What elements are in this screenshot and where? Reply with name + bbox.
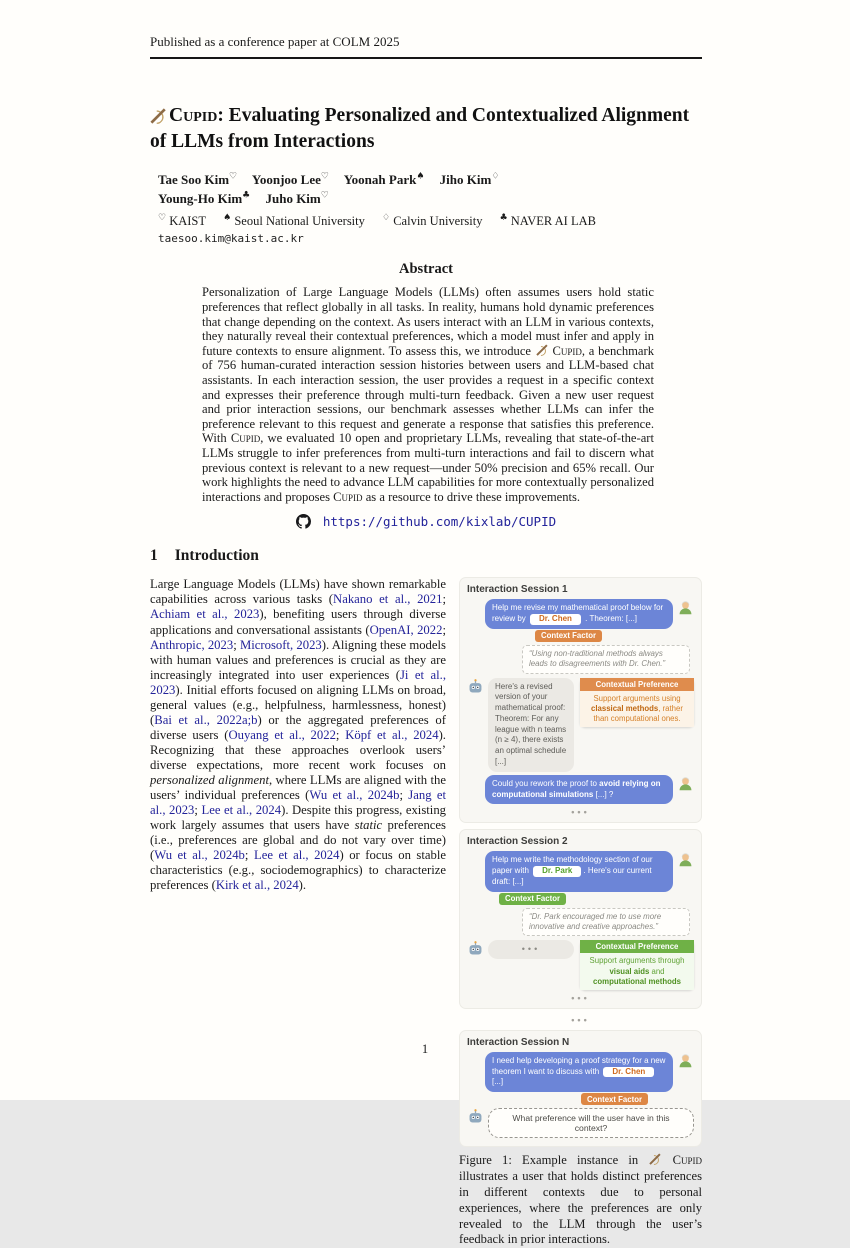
author-name: Juho Kim♡ — [265, 190, 329, 206]
author-block — [158, 170, 702, 245]
text-segment: ). — [298, 878, 307, 893]
citation-link[interactable]: Lee et al., 2024 — [201, 803, 282, 818]
affiliations-line — [158, 212, 702, 231]
cupid-wordmark: Cupid — [333, 489, 363, 504]
title-rest: : Evaluating Personalized and Contextualized Alignment of LLMs from Interactions — [150, 105, 690, 152]
interaction-session-1-card — [459, 577, 702, 823]
ellipsis: ••• — [571, 807, 590, 818]
github-link[interactable] — [150, 514, 702, 529]
user-avatar-icon — [677, 775, 694, 792]
text-segment: , where LLMs are aligned with the users’ individual preferences ( — [150, 772, 446, 803]
text-segment: ) or focus on stable characteristics (e.g., sociodemographics) to characterize preferences ( — [150, 848, 447, 893]
author-name: Jiho Kim♢ — [439, 171, 500, 187]
citation-link[interactable]: Wu et al., 2024b — [154, 848, 245, 863]
session-n-title: Interaction Session N — [467, 1036, 570, 1048]
figure-caption — [459, 1153, 702, 1248]
affiliation-mark: ♡ — [229, 171, 238, 182]
section-heading-introduction: 1 Introduction — [150, 547, 259, 565]
author-name: Tae Soo Kim♡ — [158, 171, 238, 187]
context-chip: Dr. Park — [533, 866, 581, 877]
affiliation-mark: ♢ — [491, 171, 500, 182]
author-name: Young-Ho Kim♣ — [158, 190, 251, 206]
text-segment: personalized alignment — [150, 772, 269, 787]
figure-1 — [459, 577, 702, 1248]
intro-paragraph — [150, 577, 446, 1248]
context-factor-badge: Context Factor — [499, 893, 566, 905]
contextual-preference-title: Contextual Preference — [580, 940, 694, 953]
citation-link[interactable]: Microsoft, 2023 — [239, 637, 322, 652]
page-number: 1 — [421, 1042, 429, 1056]
text-segment: ) or the aggregated preferences of diverse users ( — [150, 712, 446, 742]
cupid-wordmark: Cupid — [552, 343, 582, 358]
citation-link[interactable]: Ji et al., 2023 — [150, 667, 446, 697]
text-segment: ). Recognizing that these approaches overlook users’ diverse expectations, more recent work focuses on — [150, 727, 446, 772]
abstract-text — [202, 285, 654, 504]
citation-link[interactable]: Wu et al., 2024b — [309, 788, 400, 803]
text-segment: ; — [399, 788, 409, 803]
text-segment: ; — [442, 622, 446, 637]
cupid-wordmark: Cupid — [672, 1153, 702, 1168]
affiliation-mark: ♣ — [242, 190, 251, 201]
bow-and-arrow-icon — [649, 1154, 660, 1165]
text-segment: Personalization of Large Language Models (LLMs) often assumes users hold static preferences that reflect globally in all tasks. In reality, humans hold dynamic preferences that change depending on the context. As users interact with an LLM in various contexts, they naturally reveal their contextual preferences, which a model must infer and apply in future contexts to ensure alignment. To assess this, we introduce — [202, 285, 654, 358]
bow-and-arrow-icon — [536, 345, 547, 356]
user-thought-bubble: “Dr. Park encouraged me to use more innovative and creative approaches.” — [522, 908, 690, 937]
more-sessions-ellipsis: ••• — [571, 1014, 590, 1025]
text-segment: static — [354, 818, 383, 833]
citation-link[interactable]: Nakano et al., 2021 — [333, 592, 443, 607]
affiliation-mark: ♡ — [320, 190, 329, 201]
contact-email: taesoo.kim@kaist.ac.kr — [158, 232, 304, 246]
text-segment: ). Aligning these models with human values and preferences is crucial as they are increasingly integrated into user experiences ( — [150, 637, 446, 682]
robot-avatar-icon — [467, 940, 484, 957]
citation-link[interactable]: Achiam et al., 2023 — [150, 607, 260, 622]
citation-link[interactable]: Köpf et al., 2024 — [345, 727, 439, 742]
user-message: I need help developing a proof strategy for a new theorem I want to discuss with Dr. Chen [...] — [485, 1052, 673, 1092]
context-factor-badge: Context Factor — [581, 1093, 648, 1105]
author-name: Yoonjoo Lee♡ — [251, 171, 329, 187]
citation-link[interactable]: Jang et al., 2023 — [150, 788, 446, 818]
bow-and-arrow-icon — [150, 109, 165, 124]
affiliation: ♡ KAIST — [158, 212, 207, 228]
citation-link[interactable]: Ouyang et al., 2022 — [228, 727, 336, 742]
contextual-preference-text: Support arguments using classical methods, rather than computational ones. — [580, 691, 694, 727]
text-segment: Large Language Models (LLMs) have shown remarkable capabilities across various tasks ( — [150, 577, 446, 607]
text-segment: ; — [233, 637, 240, 652]
publication-header: Published as a conference paper at COLM 2025 — [150, 34, 702, 59]
abstract-heading: Abstract — [399, 261, 453, 278]
user-thought-bubble: “Using non-traditional methods always leads to disagreements with Dr. Chen.” — [522, 645, 690, 674]
repo-url[interactable]: https://github.com/kixlab/CUPID — [322, 514, 557, 530]
citation-link[interactable]: Bai et al., 2022a;b — [154, 712, 258, 727]
text-segment: , we evaluated 10 open and proprietary LLMs, revealing that state-of-the-art LLMs struggle to infer preferences from multi-turn interactions and fail to discern what previous context is relevant to a new request—under 50% precision and 65% recall. Our work highlights the need to advance LLM capabilities for more contextually personalized interactions and proposes — [202, 431, 654, 504]
context-chip: Dr. Chen — [603, 1067, 654, 1078]
text-segment — [662, 1153, 672, 1167]
robot-avatar-icon — [467, 1108, 484, 1125]
text-segment: ; — [335, 727, 346, 742]
ellipsis: ••• — [571, 992, 590, 1003]
text-segment: preferences (i.e., preferences are global and do not vary over time) ( — [150, 818, 446, 863]
title-cupid: Cupid — [169, 105, 218, 126]
preference-question-bubble: What preference will the user have in this context? — [488, 1108, 694, 1138]
user-message: Help me write the methodology section of our paper with Dr. Park . Here's our current draft: [...] — [485, 851, 673, 891]
user-avatar-icon — [677, 599, 694, 616]
interaction-session-2-card — [459, 829, 702, 1008]
affiliation-mark: ♠ — [416, 171, 425, 182]
author-line-1 — [158, 170, 702, 189]
affiliation: ♢ Calvin University — [382, 212, 483, 228]
citation-link[interactable]: Anthropic, 2023 — [150, 637, 234, 652]
text-segment: , a benchmark of 756 human-curated interaction session histories between users and LLM-based chat assistants. In each interaction session, the user provides a request in a specific context and expresses their preference through multi-turn feedback. Given a new user request and prior interaction sessions, our benchmark assesses whether LLMs can infer the preference relevant to this request and generate a response that satisfies this preference. With — [202, 343, 655, 446]
robot-avatar-icon — [467, 678, 484, 695]
assistant-typing-indicator: ••• — [488, 940, 574, 959]
text-segment: Figure 1: Example instance in — [459, 1153, 649, 1168]
session-1-title: Interaction Session 1 — [467, 584, 568, 596]
assistant-message: Here's a revised version of your mathematical proof: Theorem: For any league with n teams (n ≥ 4), there exists an optimal schedule [...] — [488, 678, 574, 772]
citation-link[interactable]: OpenAI, 2022 — [369, 622, 443, 637]
user-avatar-icon — [677, 851, 694, 868]
author-name: Yoonah Park♠ — [343, 171, 425, 187]
affiliation-mark: ♡ — [320, 171, 329, 182]
text-segment: ; — [442, 592, 446, 607]
citation-link[interactable]: Lee et al., 2024 — [253, 848, 340, 863]
author-line-2 — [158, 190, 702, 209]
session-2-title: Interaction Session 2 — [467, 836, 568, 848]
text-segment: as a resource to drive these improvements. — [362, 489, 581, 504]
user-message: Help me revise my mathematical proof below for review by Dr. Chen . Theorem: [...] — [485, 599, 673, 629]
context-factor-badge: Context Factor — [535, 630, 602, 642]
context-chip: Dr. Chen — [530, 614, 581, 625]
paper-title — [150, 103, 702, 154]
contextual-preference-title: Contextual Preference — [580, 678, 694, 691]
text-segment: ; — [194, 803, 202, 818]
contextual-preference-text: Support arguments through visual aids and computational methods — [580, 953, 694, 989]
text-segment: ; — [244, 848, 254, 863]
affiliation: ♣ NAVER AI LAB — [499, 212, 596, 228]
text-segment: ), benefiting users through diverse applications and conversational assistants ( — [150, 607, 446, 637]
contextual-preference-box — [580, 678, 694, 727]
cupid-wordmark: Cupid — [230, 431, 261, 446]
citation-link[interactable]: Kirk et al., 2024 — [215, 878, 299, 893]
user-message: Could you rework the proof to avoid relying on computational simulations [...] ? — [485, 775, 673, 805]
contextual-preference-box — [580, 940, 694, 989]
github-icon — [296, 514, 311, 529]
text-segment: ). Despite this progress, existing work largely assumes that users have — [150, 803, 447, 833]
affiliation: ♠ Seoul National University — [223, 212, 365, 228]
text-segment: illustrates a user that holds distinct preferences in different contexts due to personal experiences, where the preferences are only revealed to the LLM through the user’s feedback in prior interactions. — [459, 1169, 702, 1247]
text-segment: ). Initial efforts focused on aligning LLMs on broad, general values (e.g., helpfulness, harmlessness, honest) ( — [150, 682, 446, 727]
